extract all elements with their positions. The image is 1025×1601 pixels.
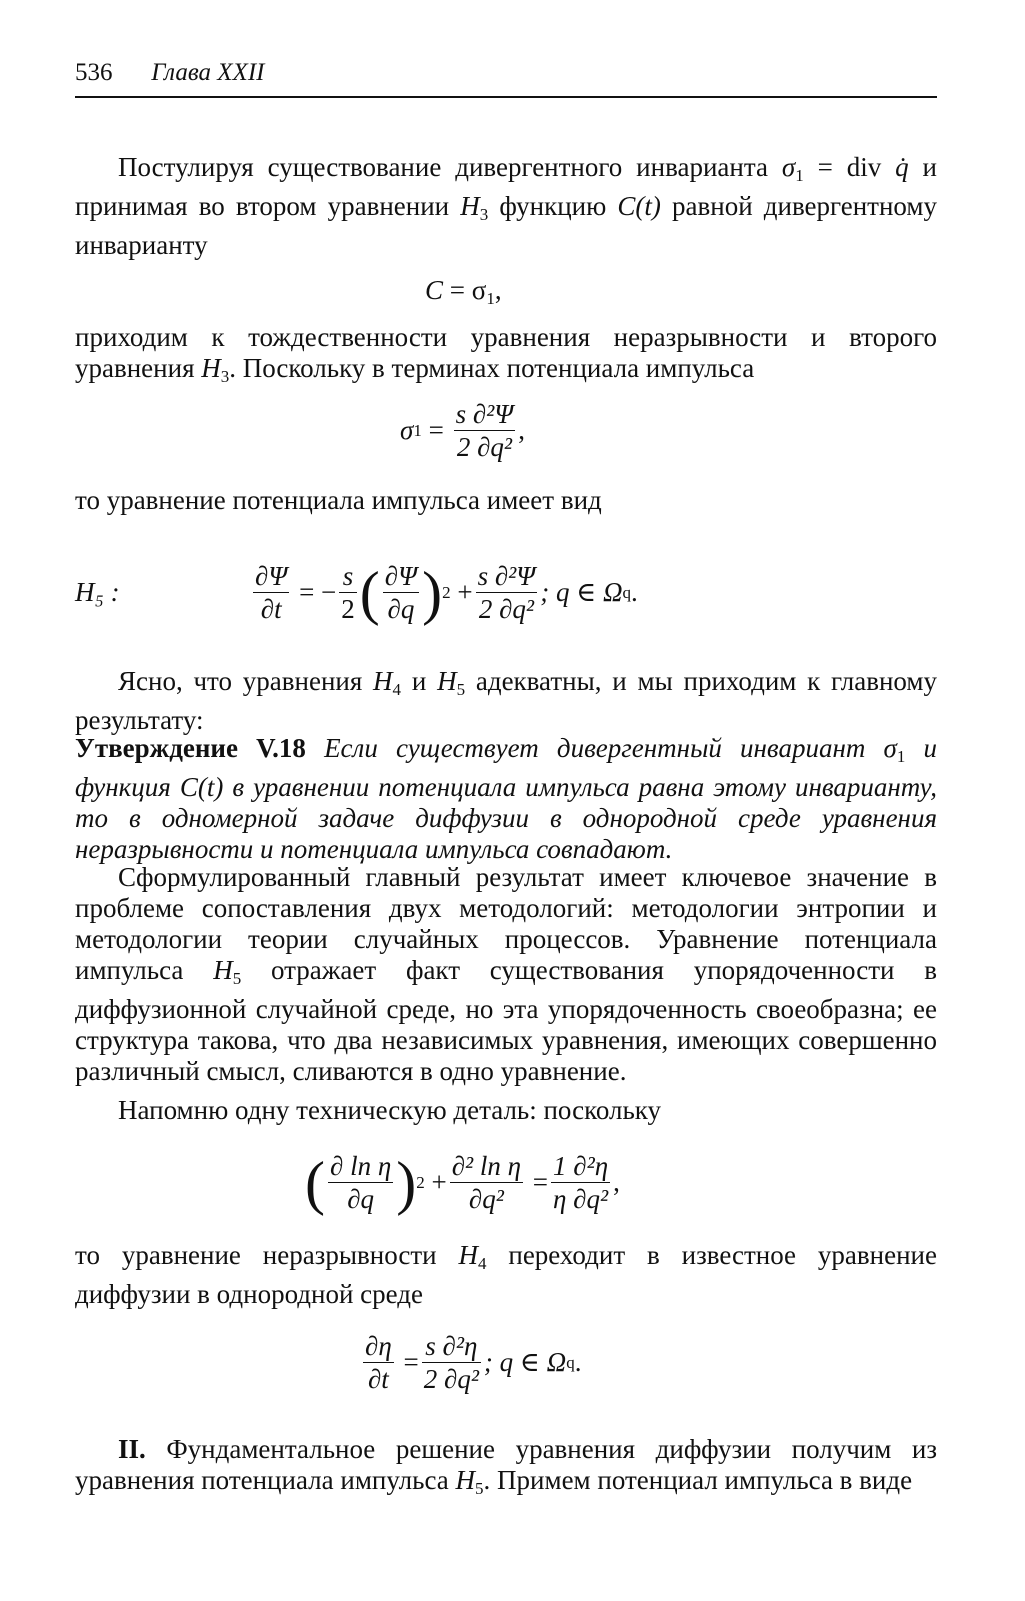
- p7-text: переходит в известное уравнение диффузии в однородной среде: [75, 1240, 937, 1309]
- section-heading: II.: [118, 1434, 146, 1464]
- p6-text: Напомню одну техническую деталь: поскольку: [118, 1095, 662, 1125]
- eq5-d2: 2 ∂q²: [423, 1364, 479, 1394]
- eq4-n3: 1 ∂²η: [553, 1151, 609, 1181]
- eq3-den2: 2 ∂q²: [478, 594, 535, 624]
- p5-text: отражает факт существования упорядоченности в диффузионной случайной среде, но эта упорядоченность своеобразна; ее структура такова, что два независимых уравнения, имеющих совершенно различный смысл, сливаются в одно уравнение.: [75, 955, 938, 1086]
- p8-text: . Примем потенциал импульса в виде: [483, 1465, 913, 1495]
- eq2-denominator: 2 ∂q²: [456, 432, 512, 462]
- eq5-d1: ∂t: [367, 1364, 389, 1394]
- running-head: [75, 58, 937, 88]
- eq5-n1: ∂η: [365, 1331, 392, 1361]
- eq2-fraction: [454, 398, 516, 463]
- equation-3: H₅ : $\frac{\partial\Psi}{\partial t}$ = − $\frac{s}{2}$ ( $\frac{\partial\Psi}{\partial q}$ ) 2 + $\frac{\text{s ∂²Ψ}}{\text{2 ∂q²}}$ ; q ∈ Ω q .: [75, 559, 638, 626]
- sigma-symbol: σ: [781, 152, 796, 182]
- eq4-n1: ∂ ln η: [329, 1151, 392, 1181]
- chapter-title: Глава XXII: [151, 59, 265, 86]
- p1-text: = div: [803, 152, 896, 182]
- statement-heading: Утверждение V.18: [75, 733, 306, 763]
- paragraph-2: приходим к тождественности уравнения неразрывности и второго уравнения $H_3$. Поскольку в терминах потенциала импульса: [75, 322, 937, 386]
- eq2-numerator: s ∂²Ψ: [455, 399, 514, 429]
- equation-4: ( $\frac{\text{∂ ln η}}{\partial q}$ ) 2 + $\frac{\text{∂² ln η}}{\text{∂q²}}$ = $\frac{\text{1 ∂²η}}{\text{η ∂q²}}$ ,: [305, 1149, 620, 1216]
- p1-text: равной дивергентному инварианту: [75, 191, 937, 260]
- eq5-n2: s ∂²η: [425, 1331, 478, 1361]
- equation-2: σ 1 = $\frac{\text{s ∂²Ψ}}{\text{2 ∂q²}}$ ,: [400, 399, 525, 462]
- header-rule: [75, 96, 937, 98]
- eq4-n2: ∂² ln η: [451, 1151, 522, 1181]
- p7-text: то уравнение неразрывности: [75, 1240, 459, 1270]
- qdot-symbol: q̇: [895, 152, 909, 182]
- eq1-tail: ,: [494, 275, 502, 305]
- statement-text: Если существует дивергентный инвариант: [305, 733, 884, 763]
- eq4-d1: ∂q: [347, 1184, 375, 1214]
- equation-1: $C = \sigma_1$,: [425, 275, 502, 308]
- p2-text: приходим к тождественности уравнения неразрывности и второго уравнения: [75, 322, 937, 383]
- p2-text: . Поскольку в терминах потенциала импульса: [229, 353, 755, 383]
- statement-text: и функция: [75, 733, 938, 802]
- page-number: 536: [75, 59, 113, 86]
- equation-5: $\frac{\partial\eta}{\partial t}$ = $\frac{\text{s ∂²η}}{\text{2 ∂q²}}$ ; q ∈ Ω q .: [365, 1331, 582, 1394]
- eq1-rhs: = σ: [449, 275, 487, 305]
- eq3-dpsi-inner: ∂Ψ: [384, 561, 418, 591]
- eq3-two: 2: [341, 594, 355, 624]
- p4-text: адекватны, и мы приходим к главному результату:: [75, 666, 937, 735]
- paragraph-6: [75, 1095, 937, 1126]
- ct-symbol: C(t): [617, 191, 661, 221]
- eq3-num2: s ∂²Ψ: [477, 561, 536, 591]
- paragraph-8: II. Фундаментальное решение уравнения диффузии получим из уравнения потенциала импульса $H_5$. Примем потенциал импульса в виде: [75, 1434, 937, 1498]
- paragraph-7: то уравнение неразрывности $H_4$ переходит в известное уравнение диффузии в однородной среде: [75, 1240, 937, 1309]
- eq3-s: s: [342, 561, 354, 591]
- p5-text: Сформулированный главный результат имеет ключевое значение в проблеме сопоставления двух методологий: методологии энтропии и методологии теории случайных процессов. Уравнение потенциала импульса: [75, 862, 937, 985]
- p1-text: Постулируя существование дивергентного инварианта: [118, 152, 782, 182]
- paragraph-1: Постулируя существование дивергентного инварианта $\sigma_1$ = div q̇ и принимая во втором уравнении $H_3$ функцию C(t) равной дивергентному инварианту: [75, 152, 937, 260]
- paragraph-4: Ясно, что уравнения $H_4$ и $H_5$ адекватны, и мы приходим к главному результату:: [75, 666, 937, 735]
- eq3-dt: ∂t: [260, 594, 282, 624]
- p3-text: то уравнение потенциала импульса имеет вид: [75, 485, 602, 515]
- h-symbol: H: [460, 191, 480, 221]
- eq3-dpsi: ∂Ψ: [255, 561, 288, 591]
- eq4-d2: ∂q²: [468, 1184, 504, 1214]
- eq4-d3: η ∂q²: [553, 1184, 609, 1214]
- eq3-label: H₅ :: [75, 577, 120, 607]
- p4-text: Ясно, что уравнения: [118, 666, 374, 696]
- eq2-lhs: σ: [400, 415, 414, 445]
- eq3-dq: ∂q: [387, 594, 415, 624]
- statement-block: Утверждение V.18 Если существует дивергентный инвариант $\sigma_1$ и функция C(t) в уравнении потенциала импульса равна этому инварианту, то в одномерной задаче диффузии в однородной среде уравнения неразрывности и потенциала импульса совпадают.: [75, 733, 938, 864]
- p1-text: и принимая во втором уравнении: [75, 152, 937, 221]
- p4-text: и: [401, 666, 438, 696]
- p8-text: Фундаментальное решение уравнения диффузии получим из уравнения потенциала импульса: [75, 1434, 937, 1495]
- paragraph-5: Сформулированный главный результат имеет ключевое значение в проблеме сопоставления двух методологий: методологии энтропии и методологии теории случайных процессов. Уравнение потенциала импульса $H_5$ отражает факт существования упорядоченности в диффузионной случайной среде, но эта упорядоченность своеобразна; ее структура такова, что два независимых уравнения, имеющих совершенно различный смысл, сливаются в одно уравнение.: [75, 862, 938, 1086]
- p1-text: функцию: [488, 191, 618, 221]
- eq3-tail: ; q ∈ Ω: [540, 577, 623, 607]
- eq1-lhs: C: [425, 275, 444, 305]
- statement-text: в уравнении потенциала импульса равна этому инварианту, то в одномерной задаче диффузии в однородной среде уравнения неразрывности и потенциала импульса совпадают.: [75, 772, 937, 864]
- paragraph-3: [75, 485, 937, 516]
- eq5-tail: ; q ∈ Ω: [483, 1347, 567, 1377]
